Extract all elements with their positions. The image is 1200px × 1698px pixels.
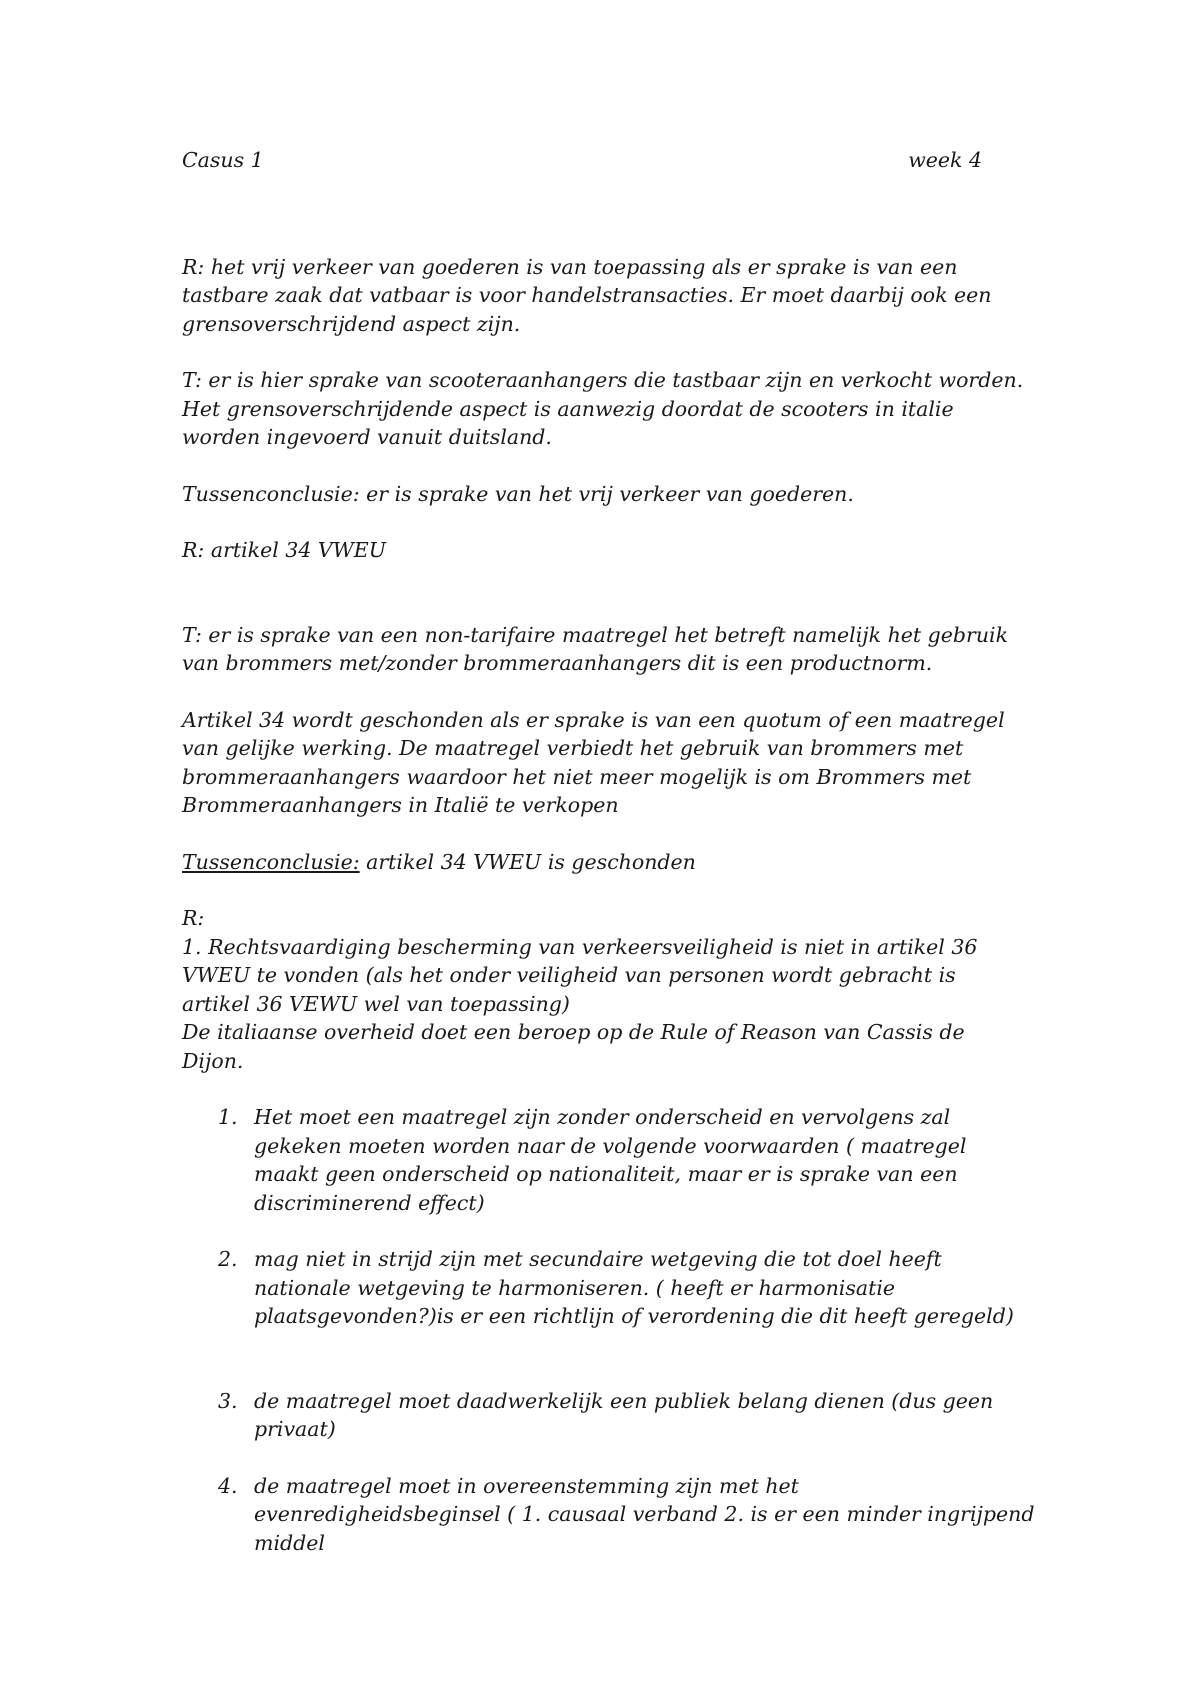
paragraph-rule-article-34: R: artikel 34 VWEU (182, 538, 387, 562)
list-item (182, 1103, 1024, 1217)
conditions-list (182, 1103, 1035, 1557)
paragraph-interim-conclusion-2 (182, 848, 1024, 877)
list-item-text: mag niet in strijd zijn met secundaire wetgeving die tot doel heeft nationale wetgeving te harmoniseren. ( heeft er harmonisatie plaatsgevonden?)is er een richtlijn of verordening die dit heeft geregeld) (254, 1247, 1014, 1328)
list-item (182, 1387, 1024, 1444)
interim-conclusion-label: Tussenconclusie: (182, 849, 360, 874)
list-item-text: de maatregel moet daadwerkelijk een publiek belang dienen (dus geen privaat) (254, 1388, 994, 1441)
list-item-text: de maatregel moet in overeenstemming zijn met het evenredigheidsbeginsel ( 1. causaal verband 2. is er een minder ingrijpend middel (254, 1473, 1035, 1555)
list-item (182, 1245, 1024, 1331)
list-item (182, 1472, 1044, 1558)
paragraph-rule-justification-label: R: (182, 906, 205, 930)
paragraph-rule-free-movement: R: het vrij verkeer van goederen is van toepassing als er sprake is van een tastbare zaak dat vatbaar is voor handelstransacties. Er moet daarbij ook een grensoverschrijdend aspect zijn. (182, 254, 992, 336)
paragraph-application-scooters: T: er is hier sprake van scooteraanhangers die tastbaar zijn en verkocht worden. Het grensoverschrijdende aspect is aanwezig doordat de scooters in italie worden ingevoerd vanuit duitsland. (182, 368, 1024, 449)
header-week-label: week 4 (908, 148, 982, 172)
list-item-number: 4. (218, 1473, 238, 1498)
list-item-number: 3. (218, 1388, 238, 1413)
paragraph-application-non-tariff: T: er is sprake van een non-tarifaire maatregel het betreft namelijk het gebruik van brommers met/zonder brommeraanhangers dit is een productnorm. (182, 622, 1009, 675)
paragraph-article-34-violation: Artikel 34 wordt geschonden als er sprake is van een quotum of een maatregel van gelijke werking. De maatregel verbiedt het gebruik van brommers met brommeraanhangers waardoor het niet meer mogelijk is om Brommers met Brommeraanhangers in Italië te verkopen (182, 707, 1005, 817)
list-item-text: Het moet een maatregel zijn zonder onderscheid en vervolgens zal gekeken moeten worden naar de volgende voorwaarden ( maatregel maakt geen onderscheid op nationaliteit, maar er is sprake van een discriminerend effect) (254, 1105, 967, 1215)
interim-conclusion-text: artikel 34 VWEU is geschonden (359, 849, 696, 874)
header-case-label: Casus 1 (182, 148, 264, 172)
paragraph-rule-of-reason: De italiaanse overheid doet een beroep op de Rule of Reason van Cassis de Dijon. (182, 1020, 965, 1073)
list-item-number: 2. (218, 1247, 238, 1271)
list-item-number: 1. (218, 1105, 238, 1129)
document-page (182, 146, 1035, 1557)
paragraph-justification-article-36: 1. Rechtsvaardiging bescherming van verkeersveiligheid is niet in artikel 36 VWEU te vonden (als het onder veiligheid van personen wordt gebracht is artikel 36 VEWU wel van toepassing) (182, 934, 978, 1016)
paragraph-interim-conclusion-1: Tussenconclusie: er is sprake van het vrij verkeer van goederen. (182, 481, 854, 506)
document-header (182, 146, 982, 175)
